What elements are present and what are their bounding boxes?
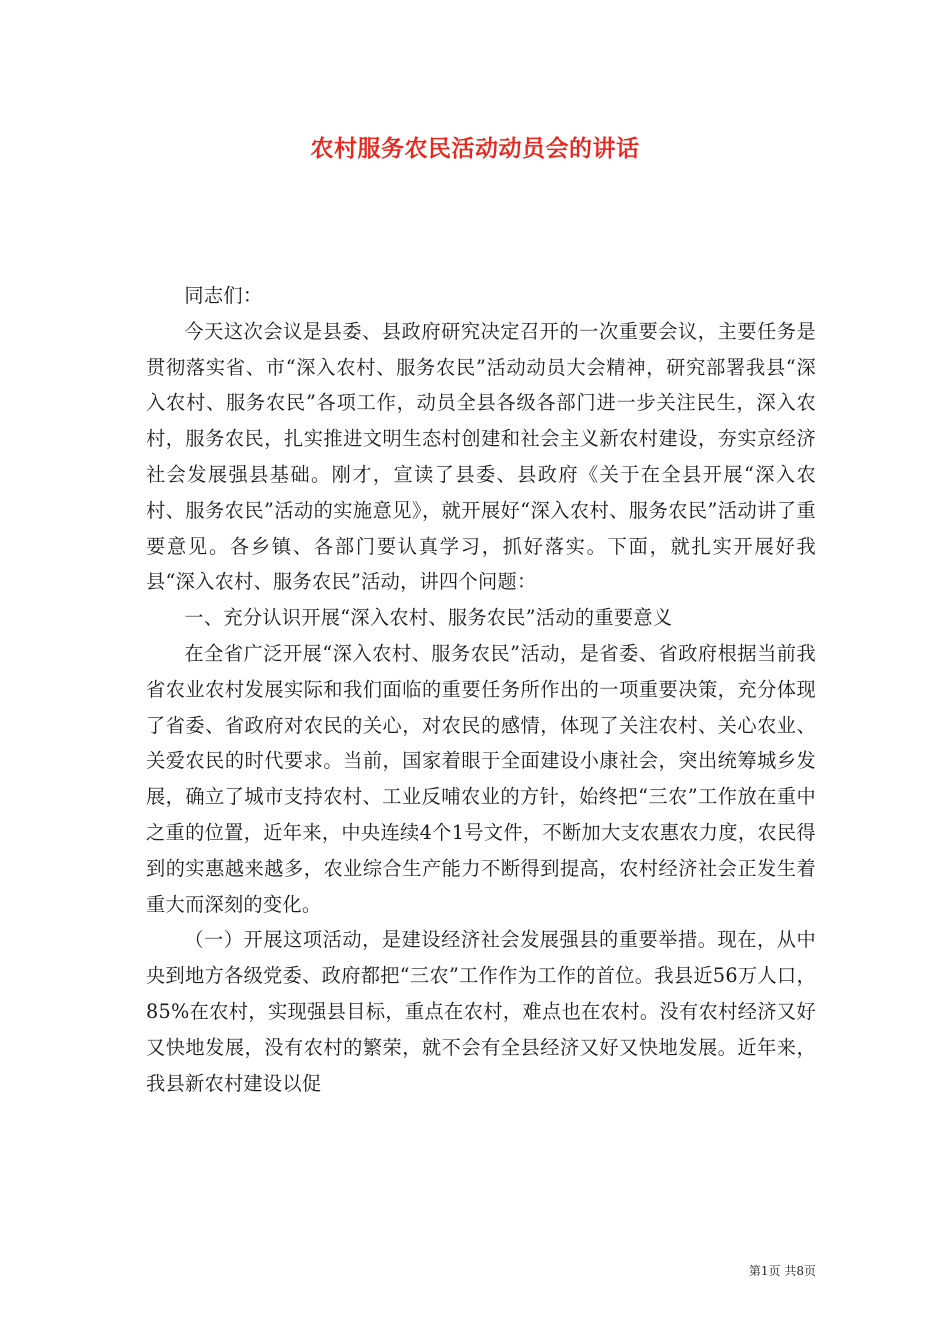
body-paragraph: （一）开展这项活动，是建设经济社会发展强县的重要举措。现在，从中央到地方各级党委、政府都把“三农”工作作为工作的首位。我县近56万人口，85%在农村，实现强县目标，重点在农村，难点也在农村。没有农村经济又好又快地发展，没有农村的繁荣，就不会有全县经济又好又快地发展。近年来，我县新农村建设以促 [146,928,816,1095]
page-number: 第1页 共8页 [748,1264,816,1278]
intro-paragraph: 今天这次会议是县委、县政府研究决定召开的一次重要会议，主要任务是贯彻落实省、市“深入农村、服务农民”活动动员大会精神，研究部署我县“深入农村、服务农民”各项工作，动员全县各级各部门进一步关注民生，深入农村，服务农民，扎实推进文明生态村创建和社会主义新农村建设，夯实京经济社会发展强县基础。刚才，宣读了县委、县政府《关于在全县开展“深入农村、服务农民”活动的实施意见》，就开展好“深入农村、服务农民”活动讲了重要意见。各乡镇、各部门要认真学习，抓好落实。下面，就扎实开展好我县“深入农村、服务农民”活动，讲四个问题： [146,319,816,594]
document-title: 农村服务农民活动动员会的讲话 [310,135,640,162]
salutation-paragraph: 同志们： [184,284,263,307]
section-heading: 一、充分认识开展“深入农村、服务农民”活动的重要意义 [184,606,673,630]
document-body [146,278,816,1101]
body-paragraph: 在全省广泛开展“深入农村、服务农民”活动，是省委、省政府根据当前我省农业农村发展实际和我们面临的重要任务所作出的一项重要决策，充分体现了省委、省政府对农民的关心，对农民的感情，体现了关注农村、关心农业、关爱农民的时代要求。当前，国家着眼于全面建设小康社会，突出统筹城乡发展，确立了城市支持农村、工业反哺农业的方针，始终把“三农”工作放在重中之重的位置，近年来，中央连续4个1号文件，不断加大支农惠农力度，农民得到的实惠越来越多，农业综合生产能力不断得到提高，农村经济社会正发生着重大而深刻的变化。 [146,641,816,916]
